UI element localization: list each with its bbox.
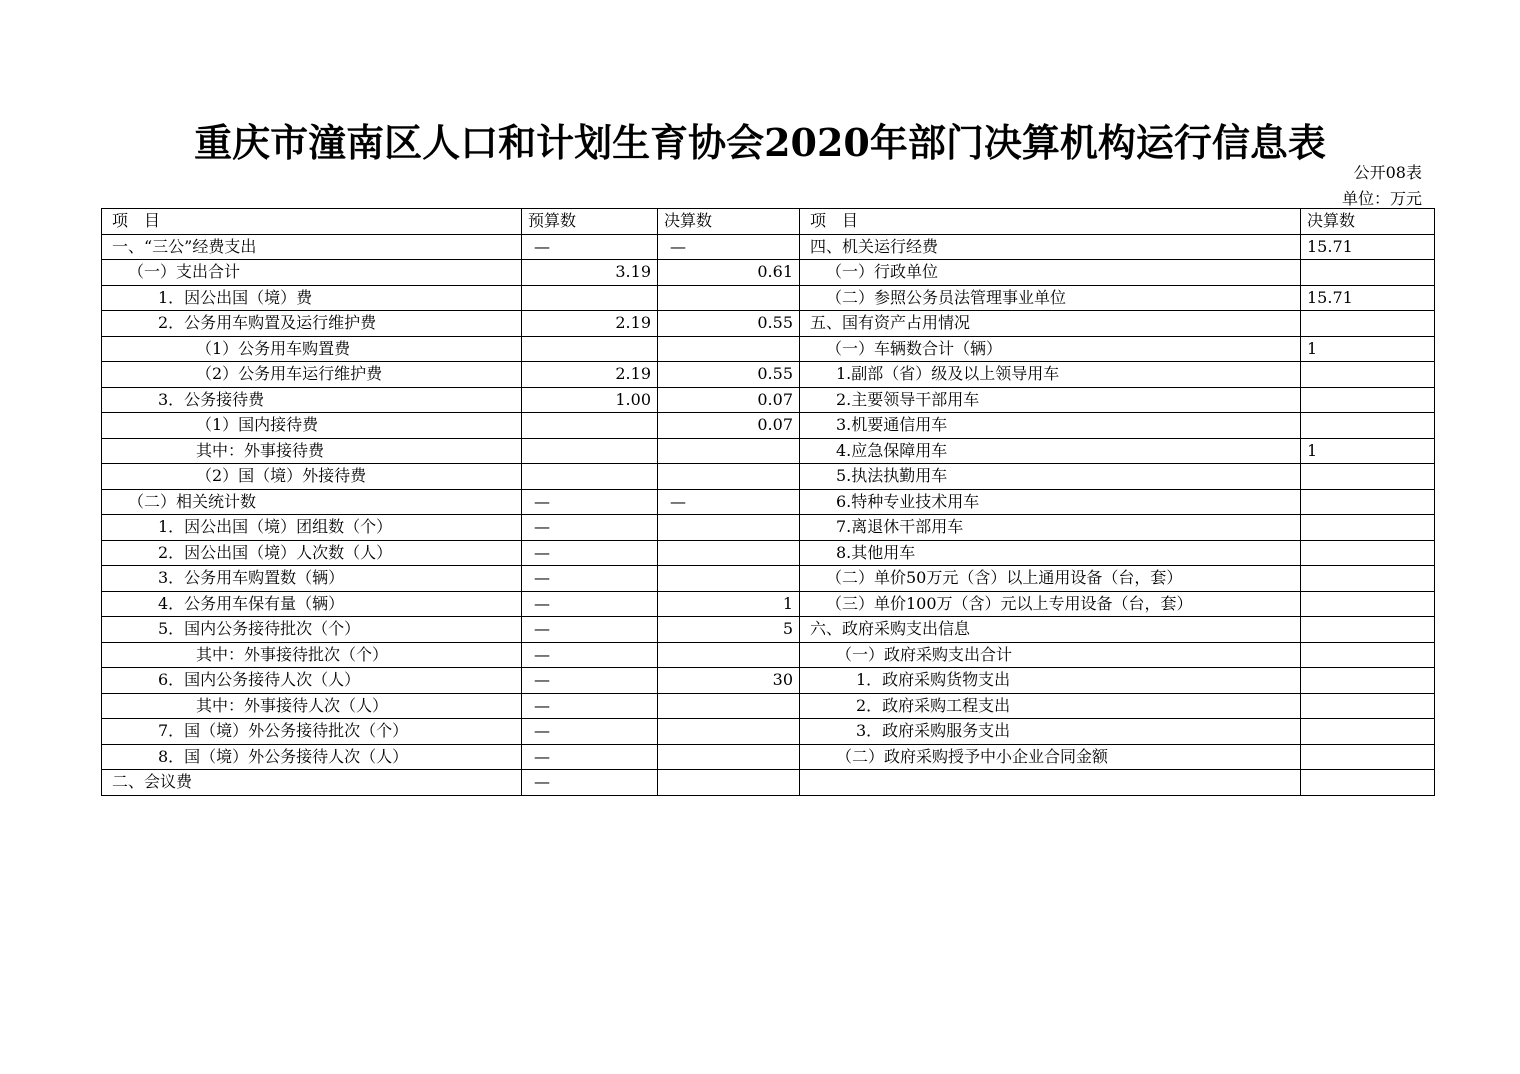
row-item-label: 1．因公出国（境）费 bbox=[102, 285, 522, 311]
row-item-label: 1．因公出国（境）团组数（个） bbox=[102, 515, 522, 541]
row-final-value: 0.07 bbox=[658, 387, 800, 413]
row-final-value bbox=[658, 438, 800, 464]
row-right-item-label: （二）参照公务员法管理事业单位 bbox=[800, 285, 1301, 311]
row-item-label: 2．因公出国（境）人次数（人） bbox=[102, 540, 522, 566]
table-row bbox=[102, 464, 1435, 490]
row-right-item-label: 六、政府采购支出信息 bbox=[800, 617, 1301, 643]
row-item-label: （二）相关统计数 bbox=[102, 489, 522, 515]
table-row bbox=[102, 617, 1435, 643]
row-right-item-label: （一）政府采购支出合计 bbox=[800, 642, 1301, 668]
row-right-final-value bbox=[1301, 693, 1435, 719]
row-right-item-label: （二）单价50万元（含）以上通用设备（台，套） bbox=[800, 566, 1301, 592]
row-right-final-value bbox=[1301, 464, 1435, 490]
row-final-value: 0.55 bbox=[658, 362, 800, 388]
row-item-label: 其中：外事接待批次（个） bbox=[102, 642, 522, 668]
table-row bbox=[102, 668, 1435, 694]
row-right-item-label: （一）行政单位 bbox=[800, 260, 1301, 286]
row-right-final-value bbox=[1301, 642, 1435, 668]
row-right-final-value bbox=[1301, 260, 1435, 286]
table-row bbox=[102, 413, 1435, 439]
row-budget-value: — bbox=[522, 617, 658, 643]
table-row bbox=[102, 336, 1435, 362]
table-row bbox=[102, 540, 1435, 566]
row-final-value bbox=[658, 540, 800, 566]
row-final-value bbox=[658, 566, 800, 592]
table-row bbox=[102, 744, 1435, 770]
row-final-value: 0.07 bbox=[658, 413, 800, 439]
row-item-label: 3．公务接待费 bbox=[102, 387, 522, 413]
table-row bbox=[102, 311, 1435, 337]
header-final-right: 决算数 bbox=[1301, 209, 1435, 235]
report-table-body bbox=[102, 209, 1435, 796]
row-item-label: 7．国（境）外公务接待批次（个） bbox=[102, 719, 522, 745]
table-row bbox=[102, 438, 1435, 464]
row-budget-value bbox=[522, 438, 658, 464]
row-final-value bbox=[658, 285, 800, 311]
row-budget-value: — bbox=[522, 693, 658, 719]
row-final-value: — bbox=[658, 234, 800, 260]
row-item-label: 2．公务用车购置及运行维护费 bbox=[102, 311, 522, 337]
row-right-item-label: 3.机要通信用车 bbox=[800, 413, 1301, 439]
row-final-value: 1 bbox=[658, 591, 800, 617]
form-number: 公开08表 bbox=[1353, 163, 1422, 182]
row-budget-value: — bbox=[522, 744, 658, 770]
row-budget-value bbox=[522, 464, 658, 490]
header-budget: 预算数 bbox=[522, 209, 658, 235]
row-final-value: — bbox=[658, 489, 800, 515]
row-budget-value: — bbox=[522, 719, 658, 745]
table-row bbox=[102, 387, 1435, 413]
report-table bbox=[101, 208, 1435, 796]
row-final-value bbox=[658, 719, 800, 745]
row-final-value: 0.55 bbox=[658, 311, 800, 337]
table-row bbox=[102, 566, 1435, 592]
row-right-item-label: 3．政府采购服务支出 bbox=[800, 719, 1301, 745]
row-budget-value: 2.19 bbox=[522, 362, 658, 388]
row-budget-value: — bbox=[522, 770, 658, 796]
row-right-final-value: 1 bbox=[1301, 336, 1435, 362]
row-right-final-value bbox=[1301, 515, 1435, 541]
row-right-item-label: （一）车辆数合计（辆） bbox=[800, 336, 1301, 362]
row-item-label: 3．公务用车购置数（辆） bbox=[102, 566, 522, 592]
row-right-item-label: （三）单价100万（含）元以上专用设备（台，套） bbox=[800, 591, 1301, 617]
row-right-item-label: 1．政府采购货物支出 bbox=[800, 668, 1301, 694]
row-final-value: 30 bbox=[658, 668, 800, 694]
row-item-label: 5．国内公务接待批次（个） bbox=[102, 617, 522, 643]
row-final-value bbox=[658, 744, 800, 770]
row-right-item-label: 5.执法执勤用车 bbox=[800, 464, 1301, 490]
row-budget-value bbox=[522, 413, 658, 439]
row-item-label: （一）支出合计 bbox=[102, 260, 522, 286]
table-row bbox=[102, 770, 1435, 796]
row-right-final-value bbox=[1301, 413, 1435, 439]
row-item-label: （2）公务用车运行维护费 bbox=[102, 362, 522, 388]
row-item-label: （1）公务用车购置费 bbox=[102, 336, 522, 362]
row-budget-value bbox=[522, 336, 658, 362]
row-final-value: 0.61 bbox=[658, 260, 800, 286]
row-right-final-value bbox=[1301, 311, 1435, 337]
row-right-final-value: 15.71 bbox=[1301, 285, 1435, 311]
row-item-label: 其中：外事接待人次（人） bbox=[102, 693, 522, 719]
table-row bbox=[102, 591, 1435, 617]
page-title: 重庆市潼南区人口和计划生育协会2020年部门决算机构运行信息表 bbox=[194, 120, 1326, 165]
row-right-item-label: 8.其他用车 bbox=[800, 540, 1301, 566]
row-budget-value: — bbox=[522, 642, 658, 668]
row-right-item-label: 1.副部（省）级及以上领导用车 bbox=[800, 362, 1301, 388]
row-right-final-value bbox=[1301, 387, 1435, 413]
table-row bbox=[102, 642, 1435, 668]
row-final-value bbox=[658, 642, 800, 668]
row-item-label: 6．国内公务接待人次（人） bbox=[102, 668, 522, 694]
row-final-value bbox=[658, 336, 800, 362]
row-budget-value: — bbox=[522, 489, 658, 515]
row-final-value bbox=[658, 770, 800, 796]
table-row bbox=[102, 285, 1435, 311]
row-right-item-label: 2．政府采购工程支出 bbox=[800, 693, 1301, 719]
row-budget-value: — bbox=[522, 668, 658, 694]
row-right-final-value bbox=[1301, 668, 1435, 694]
table-row bbox=[102, 489, 1435, 515]
row-right-item-label: （二）政府采购授予中小企业合同金额 bbox=[800, 744, 1301, 770]
row-budget-value: — bbox=[522, 591, 658, 617]
row-item-label: 4．公务用车保有量（辆） bbox=[102, 591, 522, 617]
row-budget-value: — bbox=[522, 566, 658, 592]
row-right-item-label: 五、国有资产占用情况 bbox=[800, 311, 1301, 337]
row-item-label: （1）国内接待费 bbox=[102, 413, 522, 439]
header-item-right: 项 目 bbox=[800, 209, 1301, 235]
row-item-label: 8．国（境）外公务接待人次（人） bbox=[102, 744, 522, 770]
row-final-value bbox=[658, 515, 800, 541]
row-right-item-label: 6.特种专业技术用车 bbox=[800, 489, 1301, 515]
table-row bbox=[102, 234, 1435, 260]
row-right-item-label: 2.主要领导干部用车 bbox=[800, 387, 1301, 413]
table-row bbox=[102, 260, 1435, 286]
row-budget-value: 3.19 bbox=[522, 260, 658, 286]
row-item-label: （2）国（境）外接待费 bbox=[102, 464, 522, 490]
row-final-value: 5 bbox=[658, 617, 800, 643]
row-final-value bbox=[658, 693, 800, 719]
unit-label: 单位：万元 bbox=[1341, 189, 1422, 208]
row-right-final-value: 1 bbox=[1301, 438, 1435, 464]
table-row bbox=[102, 515, 1435, 541]
row-budget-value: 1.00 bbox=[522, 387, 658, 413]
row-final-value bbox=[658, 464, 800, 490]
row-item-label: 一、“三公”经费支出 bbox=[102, 234, 522, 260]
row-right-final-value bbox=[1301, 362, 1435, 388]
row-right-final-value bbox=[1301, 744, 1435, 770]
table-row bbox=[102, 362, 1435, 388]
row-right-final-value bbox=[1301, 591, 1435, 617]
table-row bbox=[102, 719, 1435, 745]
row-budget-value: — bbox=[522, 540, 658, 566]
row-budget-value: — bbox=[522, 234, 658, 260]
header-final: 决算数 bbox=[658, 209, 800, 235]
header-item: 项 目 bbox=[102, 209, 522, 235]
row-right-item-label: 四、机关运行经费 bbox=[800, 234, 1301, 260]
row-right-final-value bbox=[1301, 489, 1435, 515]
row-right-final-value bbox=[1301, 617, 1435, 643]
row-right-item-label: 7.离退休干部用车 bbox=[800, 515, 1301, 541]
row-right-final-value: 15.71 bbox=[1301, 234, 1435, 260]
row-budget-value: 2.19 bbox=[522, 311, 658, 337]
row-right-final-value bbox=[1301, 719, 1435, 745]
table-header-row bbox=[102, 209, 1435, 235]
row-item-label: 二、会议费 bbox=[102, 770, 522, 796]
row-right-item-label: 4.应急保障用车 bbox=[800, 438, 1301, 464]
row-budget-value: — bbox=[522, 515, 658, 541]
row-item-label: 其中：外事接待费 bbox=[102, 438, 522, 464]
table-row bbox=[102, 693, 1435, 719]
row-right-item-label bbox=[800, 770, 1301, 796]
row-budget-value bbox=[522, 285, 658, 311]
row-right-final-value bbox=[1301, 770, 1435, 796]
row-right-final-value bbox=[1301, 540, 1435, 566]
row-right-final-value bbox=[1301, 566, 1435, 592]
